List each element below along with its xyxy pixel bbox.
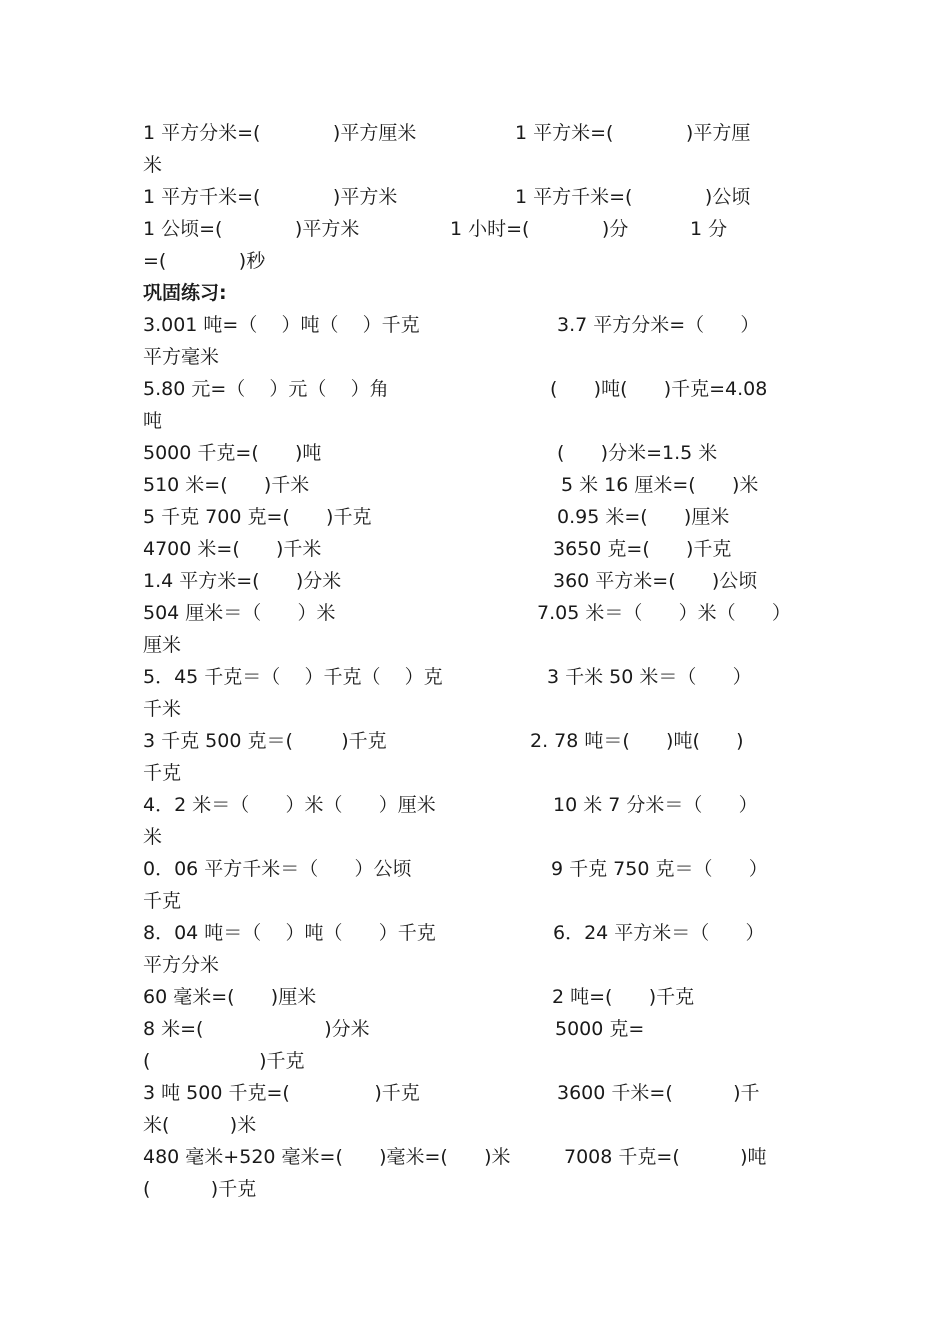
- exercise-line: 480 毫米+520 毫米=( )毫米=( )米: [143, 1146, 511, 1168]
- conversion-line: 1 平方分米=( )平方厘米: [143, 122, 417, 144]
- conversion-line: 1 平方千米=( )平方米: [143, 186, 398, 208]
- exercise-line: 7.05 米＝（ ）米（ ）: [537, 602, 791, 624]
- exercise-line: 千米: [143, 698, 182, 720]
- exercise-line: ( )千克: [143, 1178, 257, 1200]
- exercise-line: 510 米=( )千米: [143, 474, 310, 496]
- exercise-line: 8 米=( )分米: [143, 1018, 370, 1040]
- exercise-line: ( )分米=1.5 米: [557, 442, 718, 464]
- exercise-line: 吨: [143, 410, 163, 432]
- exercise-line: 360 平方米=( )公顷: [553, 570, 758, 592]
- exercise-line: 米( )米: [143, 1114, 257, 1136]
- exercise-line: 9 千克 750 克＝（ ）: [551, 858, 768, 880]
- exercise-line: 1.4 平方米=( )分米: [143, 570, 342, 592]
- exercise-line: 7008 千克=( )吨: [564, 1146, 767, 1168]
- exercise-line: 0．06 平方千米＝（ ）公顷: [143, 858, 412, 880]
- exercise-line: 米: [143, 826, 163, 848]
- exercise-line: 4700 米=( )千米: [143, 538, 322, 560]
- exercise-line: 千克: [143, 762, 182, 784]
- exercise-line: 5000 千克=( )吨: [143, 442, 322, 464]
- exercise-line: ( )千克: [143, 1050, 305, 1072]
- exercise-line: 4．2 米＝（ ）米（ ）厘米: [143, 794, 436, 816]
- conversion-line: 1 公顷=( )平方米: [143, 218, 360, 240]
- conversion-line: 米: [143, 154, 163, 176]
- exercise-line: 5.80 元=（ ）元（ ）角: [143, 378, 389, 400]
- exercise-line: 5 千克 700 克=( )千克: [143, 506, 372, 528]
- conversion-line: 1 分: [690, 218, 728, 240]
- exercise-line: 平方毫米: [143, 346, 220, 368]
- exercise-line: 3.001 吨=（ ）吨（ ）千克: [143, 314, 420, 336]
- exercise-line: 2 吨=( )千克: [552, 986, 695, 1008]
- exercise-line: 3 千克 500 克＝( )千克: [143, 730, 387, 752]
- exercise-line: 3650 克=( )千克: [553, 538, 732, 560]
- exercise-line: 10 米 7 分米＝（ ）: [553, 794, 758, 816]
- conversion-line: 1 平方千米=( )公顷: [515, 186, 751, 208]
- exercise-line: 厘米: [143, 634, 182, 656]
- conversion-line: =( )秒: [143, 250, 266, 272]
- conversion-line: 1 平方米=( )平方厘: [515, 122, 751, 144]
- conversion-line: 1 小时=( )分: [450, 218, 629, 240]
- exercise-line: 60 毫米=( )厘米: [143, 986, 317, 1008]
- section-heading: 巩固练习:: [143, 282, 227, 304]
- exercise-line: 5 米 16 厘米=( )米: [561, 474, 759, 496]
- exercise-line: 平方分米: [143, 954, 220, 976]
- exercise-line: 3600 千米=( )千: [557, 1082, 760, 1104]
- exercise-line: 千克: [143, 890, 182, 912]
- exercise-line: 6．24 平方米＝（ ）: [553, 922, 765, 944]
- exercise-line: 2. 78 吨＝( )吨( ): [530, 730, 744, 752]
- exercise-line: 3 吨 500 千克=( )千克: [143, 1082, 420, 1104]
- exercise-line: 8．04 吨＝（ ）吨（ ）千克: [143, 922, 436, 944]
- exercise-line: ( )吨( )千克=4.08: [550, 378, 768, 400]
- exercise-line: 0.95 米=( )厘米: [557, 506, 730, 528]
- exercise-line: 3 千米 50 米＝（ ）: [547, 666, 752, 688]
- exercise-line: 5．45 千克＝（ ）千克（ ）克: [143, 666, 443, 688]
- exercise-line: 3.7 平方分米=（ ）: [557, 314, 760, 336]
- exercise-line: 504 厘米＝（ ）米: [143, 602, 336, 624]
- exercise-line: 5000 克=: [555, 1018, 645, 1040]
